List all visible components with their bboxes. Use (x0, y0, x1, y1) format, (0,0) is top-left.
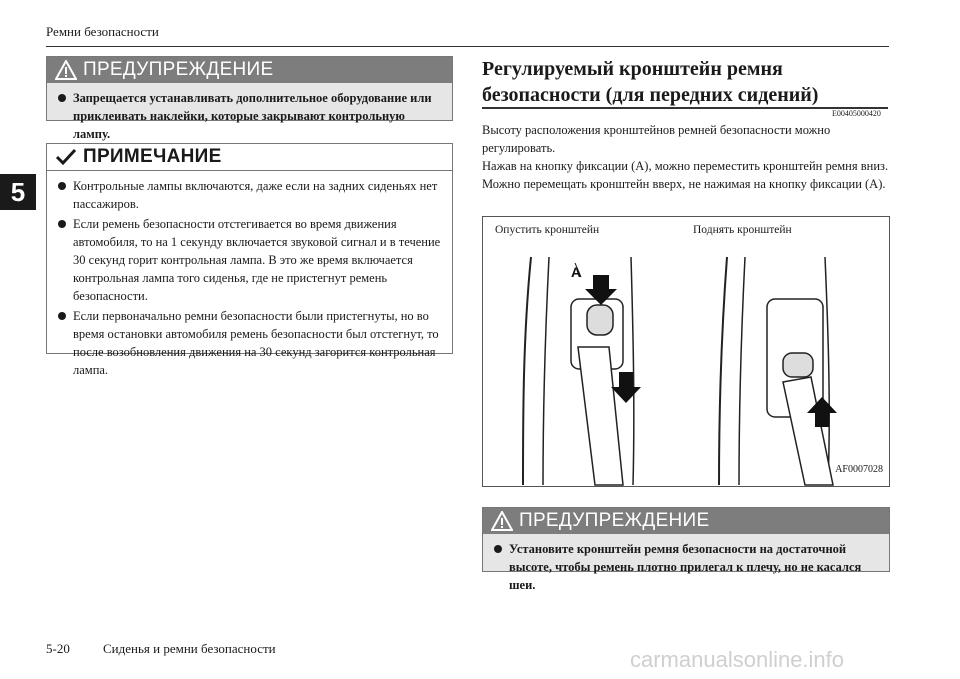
paragraph-1: Высоту расположения кронштейнов ремней безопасности можно регулировать. (482, 123, 831, 155)
warning-triangle-icon (491, 511, 513, 531)
note-box-header (47, 144, 452, 171)
figure-code: AF0007028 (835, 464, 883, 475)
warning-box-top (46, 56, 453, 141)
section-code: E00405000420 (832, 109, 881, 118)
warning-body (483, 534, 889, 600)
header-rule (46, 46, 889, 47)
section-paragraph (482, 121, 892, 193)
warning-item: Установите кронштейн ремня безопасности на достаточной высоте, чтобы ремень плотно прилегал к плечу, но не касался шеи. (493, 540, 881, 594)
note-body (47, 171, 452, 385)
figure-label-lower: Опустить кронштейн (495, 224, 600, 236)
warning-title: ПРЕДУПРЕЖДЕНИЕ (519, 510, 710, 531)
note-title: ПРИМЕЧАНИЕ (83, 146, 222, 167)
note-box (46, 143, 453, 377)
warning-title: ПРЕДУПРЕЖДЕНИЕ (83, 59, 274, 80)
note-item: Контрольные лампы включаются, даже если на задних сиденьях нет пассажиров. (57, 177, 444, 213)
warning-item: Запрещается устанавливать дополнительное оборудование или приклеивать наклейки, которые закрывают контрольную лампу. (57, 89, 444, 143)
warning-box-header (47, 57, 452, 83)
footer-section-name: Сиденья и ремни безопасности (103, 641, 276, 656)
warning-box-bottom (482, 507, 890, 592)
warning-triangle-icon (55, 60, 77, 80)
belt-anchor-figure (482, 216, 890, 487)
section-title: Регулируемый кронштейн ремня безопасности (для передних сидений) (482, 58, 819, 106)
watermark: carmanualsonline.info (630, 647, 845, 672)
lock-button-marker: A (571, 264, 582, 280)
warning-body (47, 83, 452, 149)
chapter-tab: 5 (0, 174, 36, 210)
note-item: Если ремень безопасности отстегивается во время движения автомобиля, то на 1 секунду включается звуковой сигнал и в течение 30 секунд горит контрольная лампа. В это же время включается контрольная лампа того сиденья, где не пристегнут ремень безопасности. (57, 215, 444, 305)
belt-anchor-illustration (483, 217, 889, 486)
note-checkmark-icon (55, 147, 77, 167)
header-title: Ремни безопасности (46, 24, 159, 39)
figure-label-raise: Поднять кронштейн (693, 224, 792, 236)
note-item: Если первоначально ремни безопасности были пристегнуты, но во время остановки автомобиля ремень безопасности был отстегнут, то после возобновления движения на 30 секунд загорится контрольная лампа. (57, 307, 444, 379)
warning-box-header (483, 508, 889, 534)
footer-page-number: 5-20 (46, 641, 70, 656)
section-rule (482, 107, 888, 109)
paragraph-2: Нажав на кнопку фиксации (A), можно переместить кронштейн ремня вниз. Можно перемещать кронштейн вверх, не нажимая на кнопку фиксации (A). (482, 159, 889, 191)
